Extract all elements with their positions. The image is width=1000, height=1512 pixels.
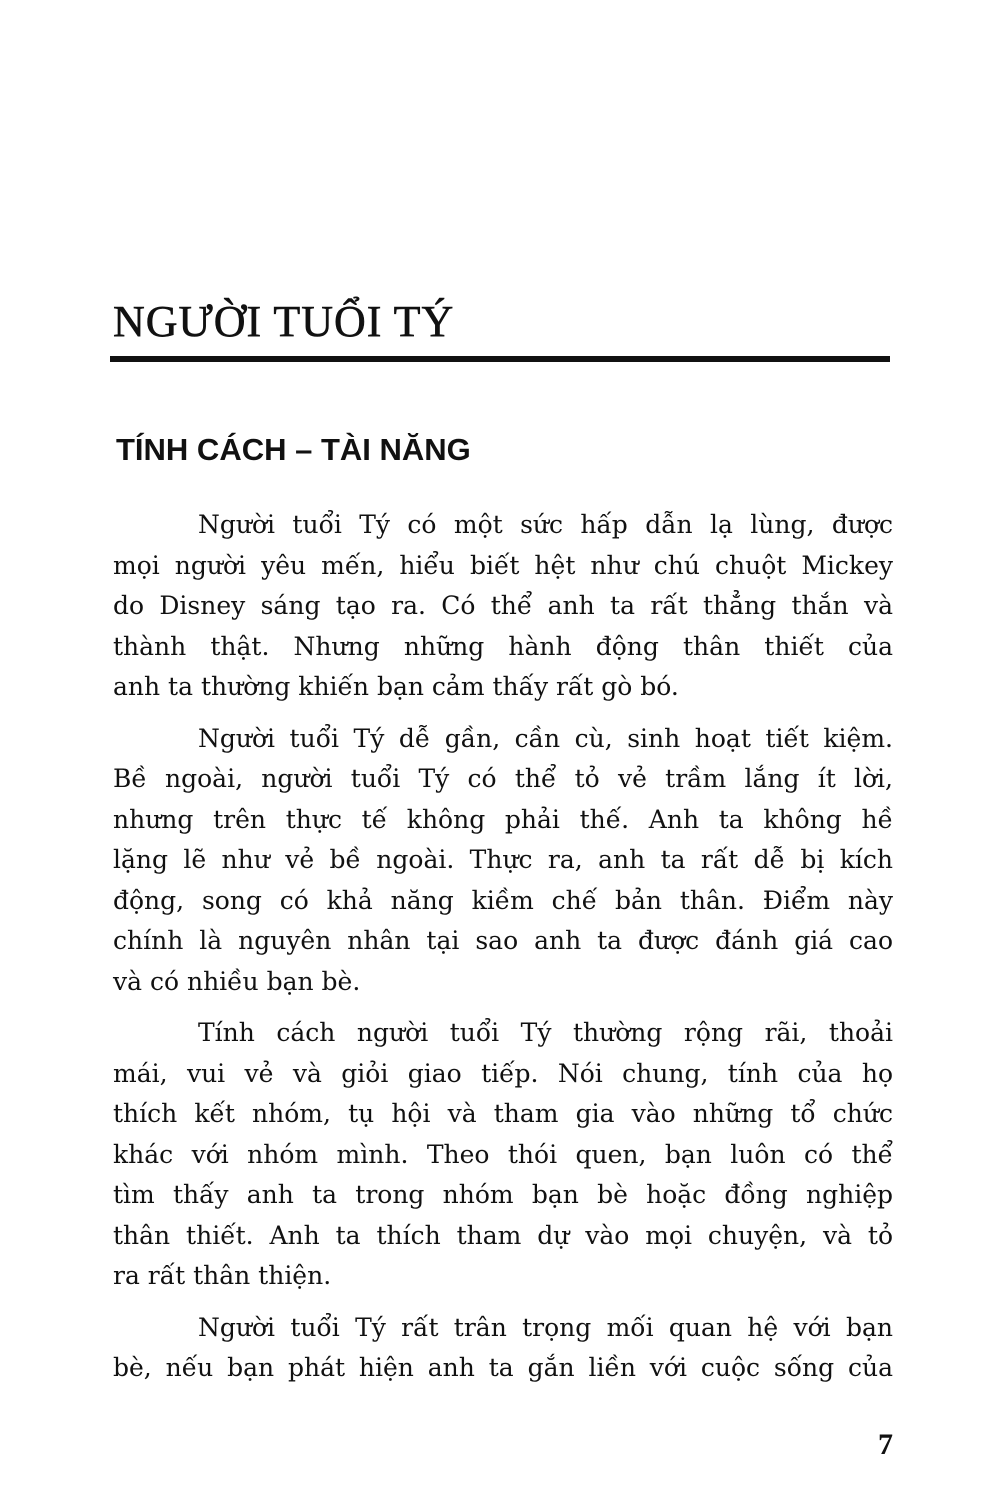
text-line: lặng lẽ như vẻ bề ngoài. Thực ra, anh ta rất dễ bị kích — [113, 845, 893, 874]
text-line: mái, vui vẻ và giỏi giao tiếp. Nói chung, tính của họ — [113, 1058, 893, 1088]
text-line: động, song có khả năng kiềm chế bản thân. Điểm này — [113, 885, 893, 915]
text-line: mọi người yêu mến, hiểu biết hệt như chú chuột Mickey — [113, 550, 893, 580]
body-text — [113, 505, 893, 1400]
section-heading: TÍNH CÁCH – TÀI NĂNG — [116, 432, 471, 467]
text-line: do Disney sáng tạo ra. Có thể anh ta rất thẳng thắn và — [113, 591, 893, 620]
text-line: chính là nguyên nhân tại sao anh ta được đánh giá cao — [113, 926, 893, 955]
text-line: tìm thấy anh ta trong nhóm bạn bè hoặc đồng nghiệp — [113, 1180, 893, 1209]
text-line: thân thiết. Anh ta thích tham dự vào mọi chuyện, và tỏ — [113, 1220, 893, 1250]
paragraph — [113, 1308, 893, 1389]
text-line: nhưng trên thực tế không phải thế. Anh ta không hề — [113, 804, 893, 834]
text-line: Người tuổi Tý dễ gần, cần cù, sinh hoạt tiết kiệm. — [198, 723, 893, 753]
text-line: thích kết nhóm, tụ hội và tham gia vào những tổ chức — [113, 1099, 893, 1128]
text-line: ra rất thân thiện. — [113, 1261, 332, 1290]
paragraph — [113, 719, 893, 1003]
text-line: anh ta thường khiến bạn cảm thấy rất gò bó. — [113, 672, 679, 701]
text-line: Tính cách người tuổi Tý thường rộng rãi, thoải — [198, 1018, 893, 1047]
text-line: thành thật. Nhưng những hành động thân thiết của — [113, 631, 893, 661]
paragraph — [113, 1013, 893, 1297]
text-line: bè, nếu bạn phát hiện anh ta gắn liền với cuộc sống của — [113, 1353, 893, 1382]
title-divider — [110, 356, 890, 362]
text-line: Người tuổi Tý rất trân trọng mối quan hệ với bạn — [198, 1312, 893, 1342]
page-number: 7 — [878, 1428, 893, 1461]
text-line: Người tuổi Tý có một sức hấp dẫn lạ lùng, được — [198, 510, 893, 539]
paragraph — [113, 505, 893, 708]
text-line: Bề ngoài, người tuổi Tý có thể tỏ vẻ trầm lắng ít lời, — [113, 764, 893, 793]
text-line: khác với nhóm mình. Theo thói quen, bạn luôn có thể — [113, 1139, 893, 1169]
chapter-title: NGƯỜI TUỔI TÝ — [113, 297, 455, 346]
text-line: và có nhiều bạn bè. — [113, 966, 361, 996]
